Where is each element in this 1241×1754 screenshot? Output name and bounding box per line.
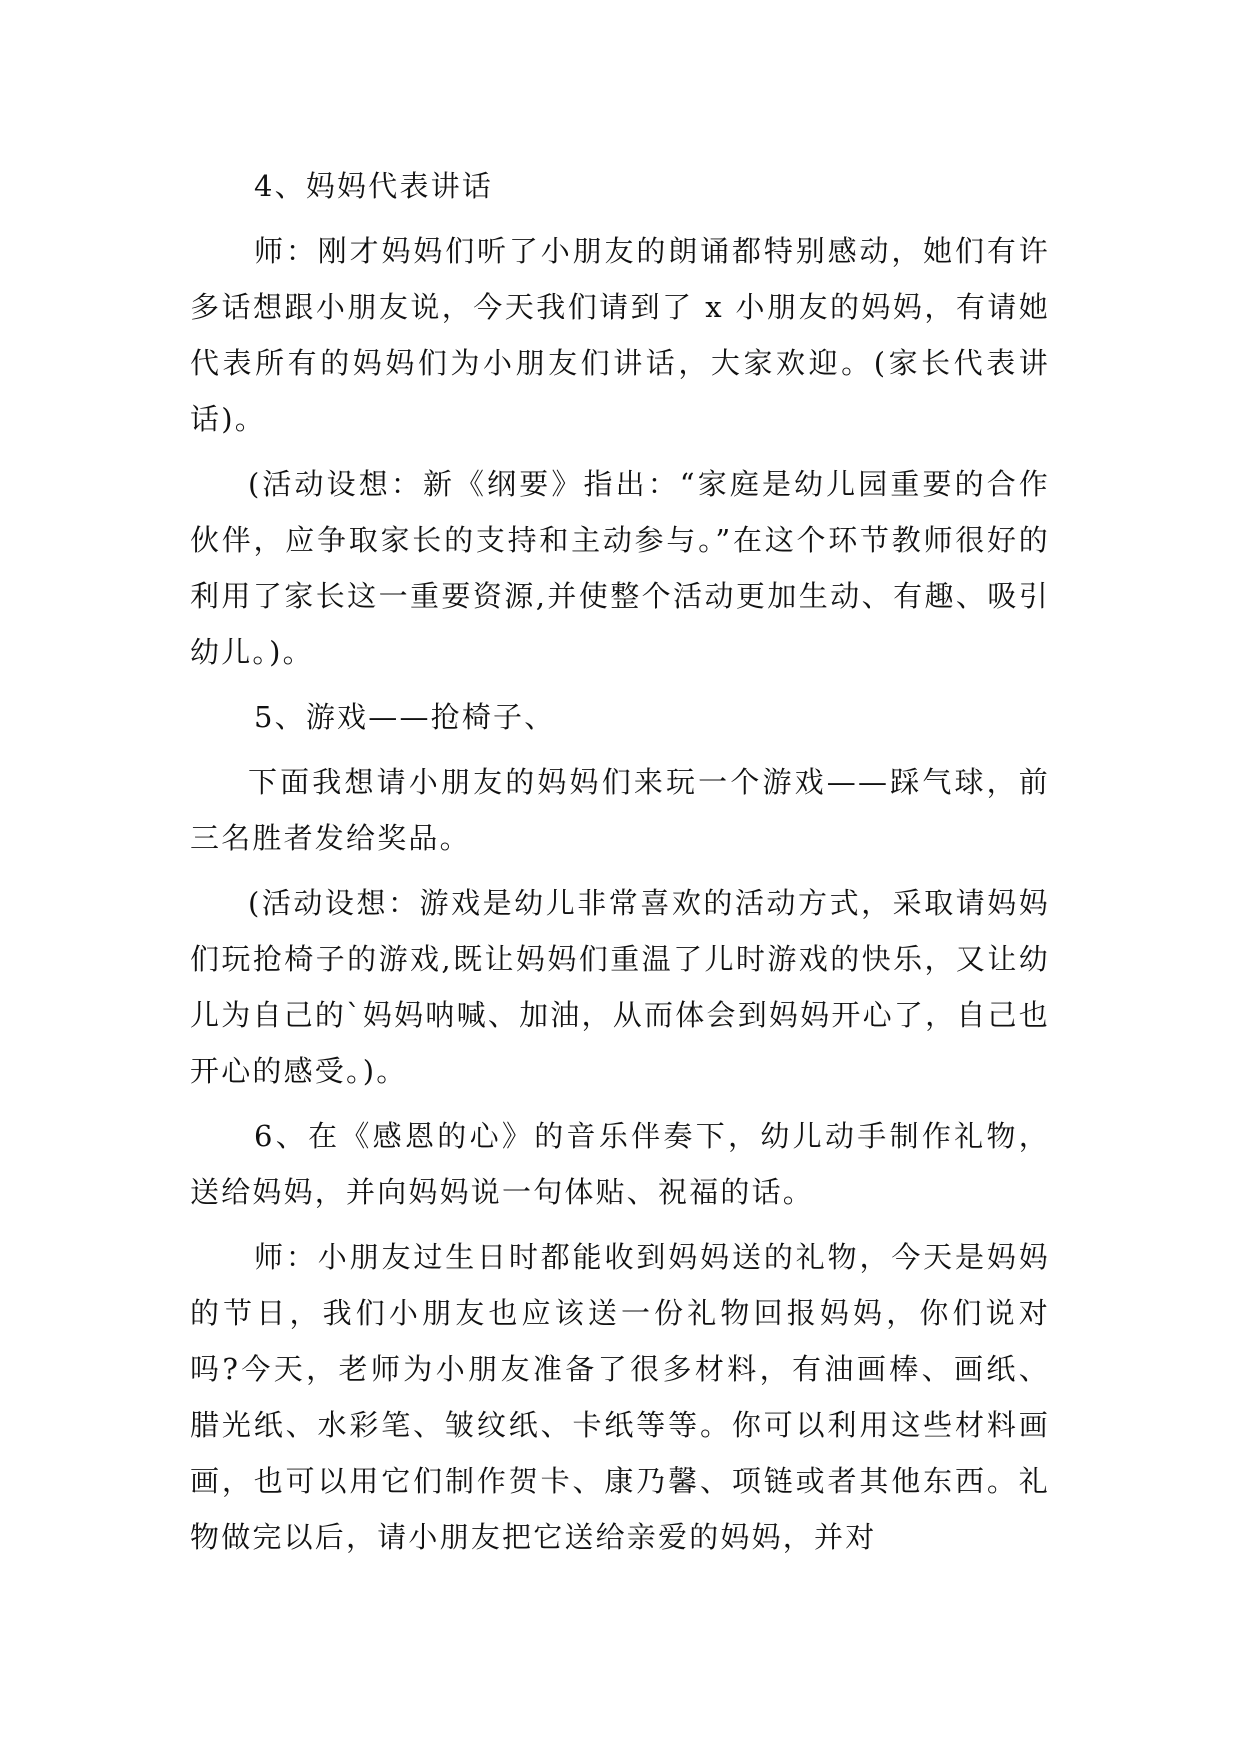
- section-heading-gift-making: 6、在《感恩的心》的音乐伴奏下，幼儿动手制作礼物，送给妈妈，并向妈妈说一句体贴、祝福的话。: [190, 1119, 1050, 1209]
- activity-note-paragraph: (活动设想：游戏是幼儿非常喜欢的活动方式，采取请妈妈们玩抢椅子的游戏,既让妈妈们重温了儿时游戏的快乐，又让幼儿为自己的`妈妈呐喊、加油，从而体会到妈妈开心了，自己也开心的感受。)。: [190, 886, 1050, 1088]
- activity-note-paragraph: (活动设想：新《纲要》指出：“家庭是幼儿园重要的合作伙伴，应争取家长的支持和主动参与。”在这个环节教师很好的利用了家长这一重要资源,并使整个活动更加生动、有趣、吸引幼儿。)。: [190, 467, 1050, 669]
- section-heading-game: 5、游戏——抢椅子、: [254, 700, 556, 734]
- teacher-script-paragraph: 师：刚才妈妈们听了小朋友的朗诵都特别感动，她们有许多话想跟小朋友说，今天我们请到了 x 小朋友的妈妈，有请她代表所有的妈妈们为小朋友们讲话，大家欢迎。(家长代表讲话)。: [190, 234, 1050, 436]
- teacher-script-paragraph: 师：小朋友过生日时都能收到妈妈送的礼物，今天是妈妈的节日，我们小朋友也应该送一份礼物回报妈妈，你们说对吗?今天，老师为小朋友准备了很多材料，有油画棒、画纸、腊光纸、水彩笔、皱纹纸、卡纸等等。你可以利用这些材料画画，也可以用它们制作贺卡、康乃馨、项链或者其他东西。礼物做完以后，请小朋友把它送给亲爱的妈妈，并对: [190, 1240, 1050, 1554]
- document-body: [190, 158, 1050, 1565]
- game-instructions-paragraph: 下面我想请小朋友的妈妈们来玩一个游戏——踩气球，前三名胜者发给奖品。: [190, 765, 1050, 855]
- section-heading-mom-speech: 4、妈妈代表讲话: [254, 169, 494, 203]
